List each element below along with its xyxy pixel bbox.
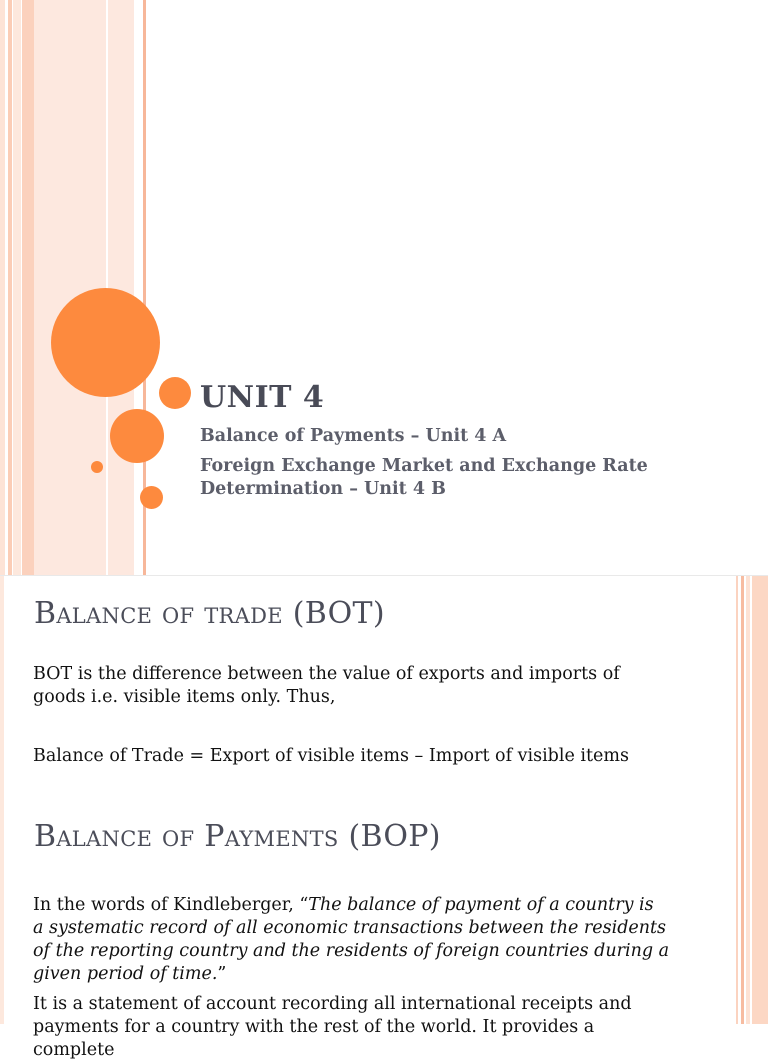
- kindleberger-quote-line: [33, 894, 673, 917]
- content-slide: [0, 576, 768, 1060]
- bot-formula: Balance of Trade = Export of visible items – Import of visible items: [33, 746, 629, 766]
- quote-intro: In the words of Kindleberger, “: [33, 895, 309, 915]
- large-circle-decoration: [51, 288, 160, 397]
- quote-text: given period of time.: [33, 964, 218, 984]
- bot-definition-line: BOT is the difference between the value of exports and imports of: [33, 664, 620, 684]
- kindleberger-quote-line: [33, 963, 673, 986]
- slide-title: UNIT 4: [200, 380, 325, 415]
- section-heading-bop: Balance of Payments (BOP): [34, 819, 441, 854]
- decorative-stripe: [741, 576, 744, 1024]
- decorative-stripe: [13, 0, 21, 575]
- statement-line: It is a statement of account recording all international receipts and: [33, 994, 632, 1014]
- statement-line: payments for a country with the rest of the world. It provides a complete: [33, 1017, 595, 1060]
- decorative-stripe: [22, 0, 34, 575]
- decorative-stripe: [0, 576, 4, 1024]
- subtitle-line: Foreign Exchange Market and Exchange Rate: [200, 456, 648, 476]
- decorative-stripe: [8, 0, 12, 575]
- quote-text: of the reporting country and the residents of foreign countries during a: [33, 941, 670, 961]
- bot-definition-line: goods i.e. visible items only. Thus,: [33, 687, 336, 707]
- tiny-circle-decoration: [91, 461, 103, 473]
- section-heading-bot: Balance of trade (BOT): [34, 596, 385, 631]
- subtitle-line: Determination – Unit 4 B: [200, 479, 446, 499]
- decorative-stripe: [746, 576, 750, 1024]
- small-circle-decoration: [140, 486, 163, 509]
- quote-close: ”: [217, 964, 227, 984]
- quote-text: a systematic record of all economic transactions between the residents: [33, 918, 667, 938]
- decorative-stripe: [34, 0, 106, 575]
- decorative-stripe: [0, 0, 5, 575]
- decorative-stripe: [736, 576, 738, 1024]
- kindleberger-quote-line: [33, 940, 673, 963]
- medium-circle-decoration: [110, 409, 164, 463]
- subtitle-line: Balance of Payments – Unit 4 A: [200, 426, 507, 446]
- small-circle-decoration: [159, 377, 191, 409]
- quote-text: The balance of payment of a country is: [308, 895, 654, 915]
- kindleberger-quote-line: [33, 917, 673, 940]
- decorative-stripe: [752, 576, 768, 1024]
